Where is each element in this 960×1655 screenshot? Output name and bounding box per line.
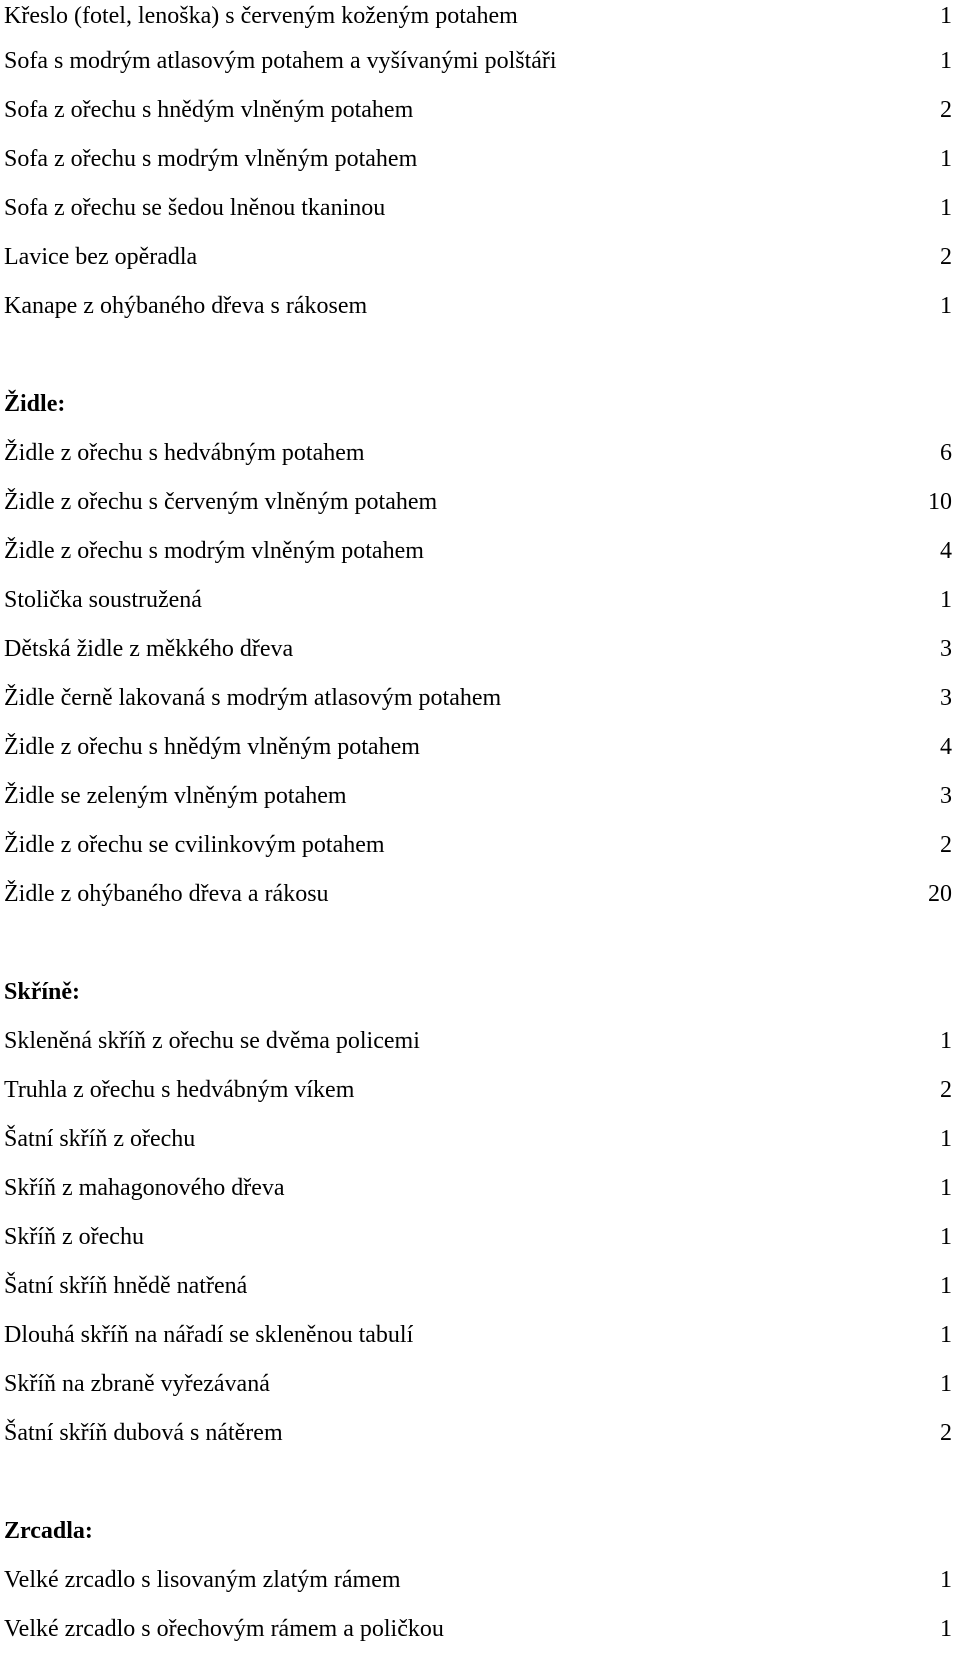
item-qty: 1 xyxy=(940,1616,952,1642)
list-item xyxy=(4,94,952,126)
list-item xyxy=(4,633,952,665)
list-item xyxy=(4,1319,952,1351)
item-qty: 1 xyxy=(940,3,952,29)
item-name: Židle se zeleným vlněným potahem xyxy=(4,783,347,809)
item-qty: 6 xyxy=(940,440,952,466)
item-qty: 2 xyxy=(940,244,952,270)
item-qty: 4 xyxy=(940,538,952,564)
item-name: Skříň na zbraně vyřezávaná xyxy=(4,1371,270,1397)
item-qty: 2 xyxy=(940,1420,952,1446)
list-item xyxy=(4,0,952,32)
list-item xyxy=(4,829,952,861)
item-qty: 1 xyxy=(940,1322,952,1348)
item-name: Židle z ohýbaného dřeva a rákosu xyxy=(4,881,329,907)
list-item xyxy=(4,1074,952,1106)
item-name: Židle z ořechu s modrým vlněným potahem xyxy=(4,538,424,564)
item-name: Stolička soustružená xyxy=(4,587,202,613)
list-item xyxy=(4,437,952,469)
list-item xyxy=(4,1613,952,1645)
list-item xyxy=(4,584,952,616)
item-qty: 1 xyxy=(940,195,952,221)
item-qty: 2 xyxy=(940,1077,952,1103)
item-qty: 4 xyxy=(940,734,952,760)
item-qty: 1 xyxy=(940,1371,952,1397)
list-item xyxy=(4,290,952,322)
item-name: Sofa z ořechu s modrým vlněným potahem xyxy=(4,146,418,172)
item-name: Skleněná skříň z ořechu se dvěma policemi xyxy=(4,1028,420,1054)
section-heading-mirrors: Zrcadla: xyxy=(4,1518,93,1544)
list-item xyxy=(4,1270,952,1302)
item-qty: 3 xyxy=(940,636,952,662)
item-qty: 1 xyxy=(940,293,952,319)
item-name: Židle z ořechu s hedvábným potahem xyxy=(4,440,365,466)
item-name: Dětská židle z měkkého dřeva xyxy=(4,636,294,662)
list-item xyxy=(4,486,952,518)
item-qty: 3 xyxy=(940,685,952,711)
item-name: Křeslo (fotel, lenoška) s červeným koženým potahem xyxy=(4,3,518,29)
list-item xyxy=(4,878,952,910)
item-qty: 1 xyxy=(940,1175,952,1201)
item-name: Židle z ořechu s červeným vlněným potahem xyxy=(4,489,438,515)
list-item xyxy=(4,682,952,714)
section-heading-chairs: Židle: xyxy=(4,391,66,417)
item-qty: 3 xyxy=(940,783,952,809)
item-qty: 1 xyxy=(940,48,952,74)
item-qty: 1 xyxy=(940,587,952,613)
item-name: Dlouhá skříň na nářadí se skleněnou tabulí xyxy=(4,1322,414,1348)
list-item xyxy=(4,780,952,812)
item-qty: 10 xyxy=(928,489,952,515)
item-qty: 1 xyxy=(940,1224,952,1250)
section-heading-wardrobes: Skříně: xyxy=(4,979,81,1005)
list-item xyxy=(4,192,952,224)
list-item xyxy=(4,1123,952,1155)
item-name: Skříň z ořechu xyxy=(4,1224,144,1250)
item-qty: 1 xyxy=(940,1126,952,1152)
item-name: Velké zrcadlo s ořechovým rámem a poličkou xyxy=(4,1616,444,1642)
item-name: Židle z ořechu s hnědým vlněným potahem xyxy=(4,734,420,760)
item-qty: 20 xyxy=(928,881,952,907)
item-qty: 1 xyxy=(940,1028,952,1054)
item-qty: 1 xyxy=(940,1273,952,1299)
item-name: Skříň z mahagonového dřeva xyxy=(4,1175,285,1201)
item-name: Sofa s modrým atlasovým potahem a vyšívanými polštáři xyxy=(4,48,557,74)
item-name: Židle černě lakovaná s modrým atlasovým potahem xyxy=(4,685,502,711)
list-item xyxy=(4,143,952,175)
list-item xyxy=(4,1417,952,1449)
list-item xyxy=(4,1221,952,1253)
item-name: Kanape z ohýbaného dřeva s rákosem xyxy=(4,293,368,319)
list-item xyxy=(4,1368,952,1400)
list-item xyxy=(4,1564,952,1596)
item-name: Velké zrcadlo s lisovaným zlatým rámem xyxy=(4,1567,401,1593)
item-qty: 1 xyxy=(940,1567,952,1593)
item-name: Sofa z ořechu se šedou lněnou tkaninou xyxy=(4,195,386,221)
item-name: Šatní skříň dubová s nátěrem xyxy=(4,1420,283,1446)
list-item xyxy=(4,1172,952,1204)
list-item xyxy=(4,535,952,567)
item-name: Židle z ořechu se cvilinkovým potahem xyxy=(4,832,385,858)
item-name: Šatní skříň z ořechu xyxy=(4,1126,196,1152)
item-qty: 2 xyxy=(940,832,952,858)
item-name: Sofa z ořechu s hnědým vlněným potahem xyxy=(4,97,414,123)
item-name: Lavice bez opěradla xyxy=(4,244,198,270)
item-qty: 2 xyxy=(940,97,952,123)
list-item xyxy=(4,241,952,273)
list-item xyxy=(4,45,952,77)
list-item xyxy=(4,731,952,763)
list-item xyxy=(4,1025,952,1057)
item-name: Truhla z ořechu s hedvábným víkem xyxy=(4,1077,355,1103)
item-name: Šatní skříň hnědě natřená xyxy=(4,1273,248,1299)
item-qty: 1 xyxy=(940,146,952,172)
